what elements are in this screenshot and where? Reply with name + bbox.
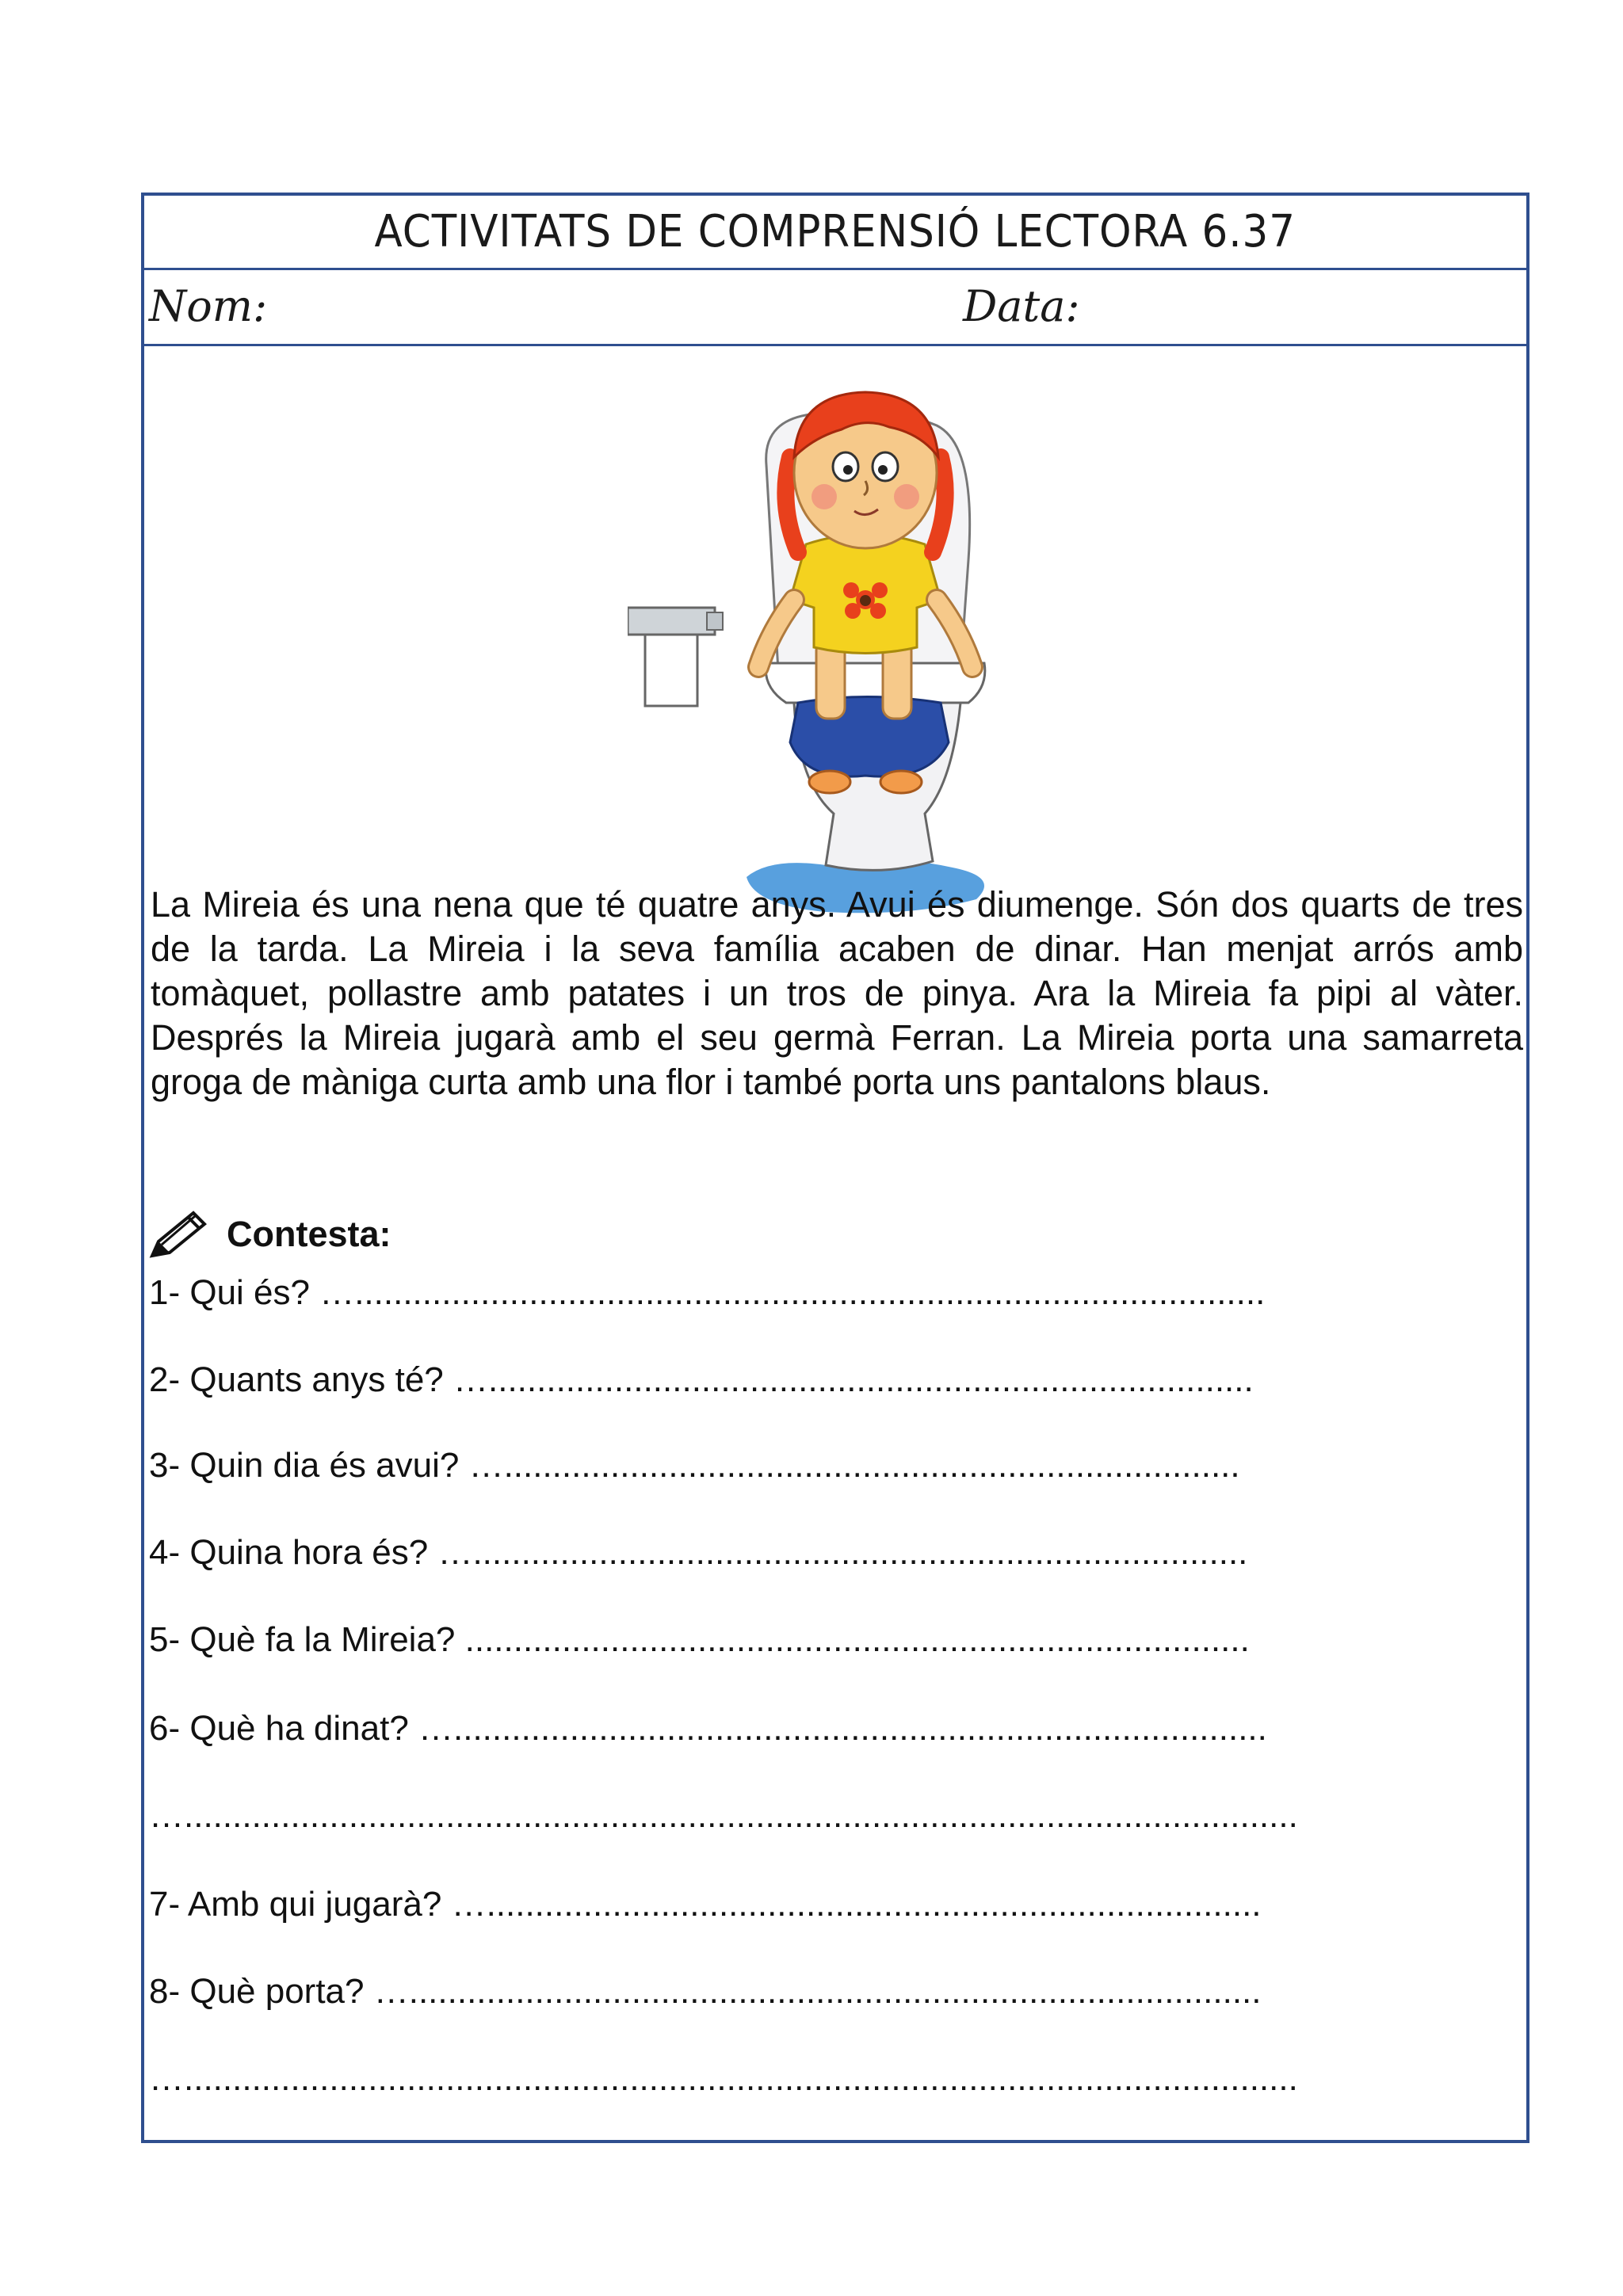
answer-section-heading [149,1210,391,1259]
question-1[interactable]: 1- Qui és? ….............................................................................................. [149,1273,1266,1312]
pencil-icon [149,1210,208,1259]
answer-line-8-extra[interactable]: …................................................................................................................... [149,2059,1298,2098]
question-7[interactable]: 7- Amb qui jugarà? …................................................................................ [149,1885,1262,1924]
girl-on-toilet-illustration [628,370,1087,925]
question-5[interactable]: 5- Què fa la Mireia? ................................................................................. [149,1620,1250,1659]
question-6[interactable]: 6- Què ha dinat? ….................................................................................... [149,1709,1267,1748]
worksheet-title: ACTIVITATS DE COMPRENSIÓ LECTORA 6.37 [374,206,1296,257]
question-4[interactable]: 4- Quina hora és? …................................................................................ [149,1533,1248,1572]
question-2[interactable]: 2- Quants anys té? …............................................................................... [149,1360,1254,1399]
answer-line-6-extra[interactable]: …................................................................................................................... [149,1796,1298,1835]
contesta-label: Contesta: [227,1214,391,1254]
title-row [144,196,1526,270]
reading-passage: La Mireia és una nena que té quatre anys. Avui és diumenge. Són dos quarts de tres de la tarda. La Mireia i la seva família acaben de dinar. Han menjat arrós amb tomàquet, pollastre amb patates i un tros de pinya. Ara la Mireia fa pipi al vàter. Després la Mireia jugarà amb el seu germà Ferran. La Mireia porta una samarreta groga de màniga curta amb una flor i també porta uns pantalons blaus. [151,884,1523,1102]
name-label: Nom: [149,281,268,331]
question-8[interactable]: 8- Què porta? …........................................................................................ [149,1972,1262,2011]
name-date-row [144,270,1526,346]
date-label: Data: [963,281,1080,331]
question-3[interactable]: 3- Quin dia és avui? …............................................................................ [149,1446,1240,1485]
worksheet-frame [141,193,1529,2143]
